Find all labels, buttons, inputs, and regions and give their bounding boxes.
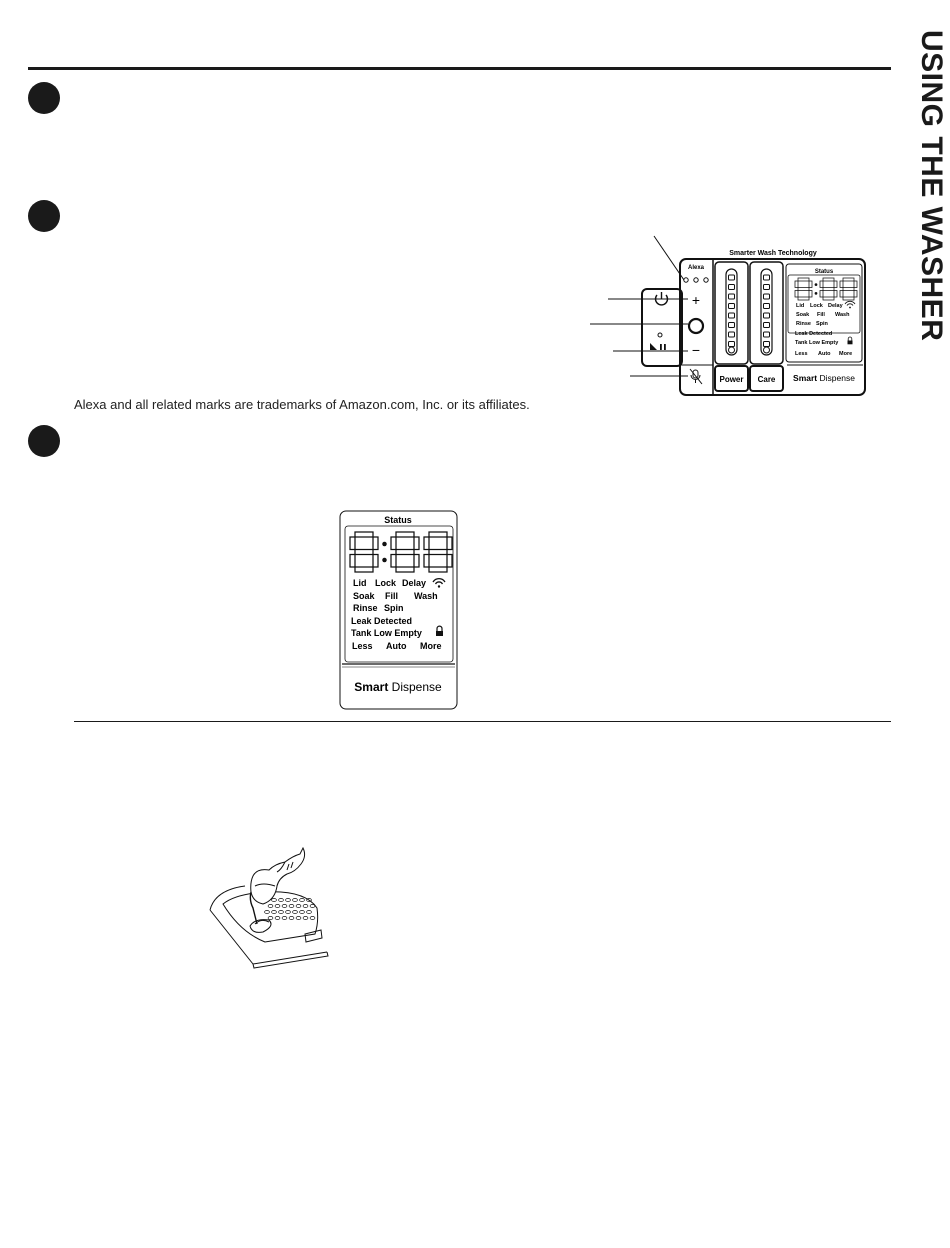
mini-delay-label: Delay [828, 303, 843, 309]
drum-hole [272, 898, 277, 901]
mini-seven-segment-display [795, 278, 857, 300]
digit-segment [396, 550, 414, 555]
tank-low-empty-label: Tank Low Empty [351, 628, 422, 638]
drum-hole [303, 916, 308, 919]
digit-segment [429, 550, 447, 555]
section-divider [74, 721, 891, 722]
digit-segment [447, 555, 452, 568]
slider-level-mark [729, 304, 735, 309]
mini-status-title: Status [814, 269, 834, 275]
slider-level-mark [764, 342, 770, 347]
drum-hole [293, 898, 298, 901]
care-button-label: Care [757, 375, 776, 384]
mini-lock-label: Lock [810, 303, 823, 309]
digit-segment [373, 537, 378, 550]
drum-hole [307, 910, 312, 913]
power-slider-ticks [729, 275, 735, 353]
mini-soak-label: Soak [796, 312, 810, 318]
auto-label: Auto [386, 641, 407, 651]
wifi-icon [845, 301, 855, 308]
digit-segment [798, 297, 809, 300]
digit-segment [391, 537, 396, 550]
digit-segment [798, 288, 809, 291]
drum-hole [272, 910, 277, 913]
status-title: Status [384, 515, 412, 525]
digit-segment [823, 288, 834, 291]
digit-segment [809, 281, 812, 288]
slider-level-mark [764, 294, 770, 299]
wifi-icon [433, 579, 445, 588]
slider-level-mark [764, 323, 770, 328]
digit-segment [429, 567, 447, 572]
digit-segment [854, 281, 857, 288]
digit-segment [350, 555, 355, 568]
digit-segment [834, 281, 837, 288]
digit-segment [854, 291, 857, 298]
slider-end-mark [764, 347, 770, 353]
panel-header: Smarter Wash Technology [729, 250, 817, 257]
digit-segment [820, 281, 823, 288]
alexa-ring-icon [689, 319, 703, 333]
fill-label: Fill [385, 591, 398, 601]
drum-hole [310, 916, 315, 919]
power-button-label: Power [719, 375, 744, 384]
digit-segment [424, 537, 429, 550]
drum-hole [282, 916, 287, 919]
drum-hole [268, 916, 273, 919]
delay-label: Delay [402, 578, 427, 588]
wash-label: Wash [414, 591, 438, 601]
play-indicator-icon [658, 333, 662, 337]
digit-segment [820, 291, 823, 298]
slider-level-mark [729, 275, 735, 280]
more-label: More [420, 641, 442, 651]
digit-segment [795, 281, 798, 288]
mini-leak-detected-label: Leak Detected [795, 331, 833, 337]
digit-segment [429, 532, 447, 537]
step-bullet-1 [28, 82, 60, 114]
digit-segment [355, 567, 373, 572]
digit-segment [414, 537, 419, 550]
digit-segment [391, 555, 396, 568]
alexa-label: Alexa [687, 265, 705, 271]
drum-hole [310, 904, 315, 907]
mini-lid-label: Lid [796, 303, 805, 309]
digit-segment [823, 278, 834, 281]
trademark-note: Alexa and all related marks are trademarks of Amazon.com, Inc. or its affiliates. [74, 397, 530, 412]
digit-segment [424, 555, 429, 568]
drum-hole [282, 904, 287, 907]
mic-off-icon [690, 369, 702, 384]
minus-label: − [691, 342, 701, 358]
drum-hole [286, 898, 291, 901]
digit-segment [396, 567, 414, 572]
alexa-light-icon [704, 278, 708, 282]
digit-segment [350, 537, 355, 550]
alexa-light-icon [694, 278, 698, 282]
drum-hole [289, 904, 294, 907]
digit-segment [823, 297, 834, 300]
drum-hole [289, 916, 294, 919]
drum-hole [300, 910, 305, 913]
mini-spin-label: Spin [816, 321, 828, 327]
pouring-cup-illustration [250, 848, 304, 924]
rinse-label: Rinse [353, 603, 378, 613]
slider-level-mark [729, 323, 735, 328]
slider-level-mark [729, 294, 735, 299]
digit-segment [447, 537, 452, 550]
slider-level-mark [764, 332, 770, 337]
drum-hole [286, 910, 291, 913]
colon-dot [815, 292, 818, 295]
mini-tank-low-empty-label: Tank Low Empty [795, 340, 839, 346]
digit-segment [840, 291, 843, 298]
mini-rinse-label: Rinse [796, 321, 811, 327]
smart-dispense-label: Smart Dispense [354, 680, 442, 694]
slider-level-mark [764, 285, 770, 290]
drum-hole [303, 904, 308, 907]
lock-icon [436, 626, 443, 636]
care-slider-ticks [764, 275, 770, 353]
top-rule [28, 67, 891, 70]
plus-label: + [691, 292, 701, 308]
leak-detected-label: Leak Detected [351, 616, 413, 626]
digit-segment [843, 288, 854, 291]
section-title: USING THE WASHER [915, 30, 948, 342]
drum-hole [296, 904, 301, 907]
detergent-pouring-illustration [205, 842, 330, 970]
mini-more-label: More [839, 351, 853, 357]
lock-icon [848, 337, 853, 344]
play-pause-icon [650, 343, 666, 350]
mini-smart-dispense-label: Smart Dispense [793, 373, 855, 383]
digit-segment [373, 555, 378, 568]
drum-hole [293, 910, 298, 913]
control-panel-diagram [580, 228, 880, 400]
status-display [338, 510, 460, 712]
digit-segment [355, 532, 373, 537]
digit-segment [798, 278, 809, 281]
digit-segment [843, 297, 854, 300]
digit-segment [809, 291, 812, 298]
slider-level-mark [729, 332, 735, 337]
slider-level-mark [764, 275, 770, 280]
alexa-light-icon [684, 278, 688, 282]
spin-label: Spin [384, 603, 404, 613]
digit-segment [355, 550, 373, 555]
lid-label: Lid [353, 578, 367, 588]
mini-wash-label: Wash [835, 312, 850, 318]
mini-fill-label: Fill [817, 312, 825, 318]
seven-segment-display [350, 532, 452, 572]
care-slider-track [761, 269, 772, 355]
drum-hole [275, 916, 280, 919]
drum-holes [265, 898, 315, 919]
less-label: Less [352, 641, 373, 651]
digit-segment [840, 281, 843, 288]
step-bullet-3 [28, 425, 60, 457]
colon-dot [382, 542, 387, 547]
drum-hole [296, 916, 301, 919]
power-icon [656, 292, 668, 305]
digit-segment [843, 278, 854, 281]
slider-level-mark [764, 313, 770, 318]
slider-end-mark [729, 347, 735, 353]
mini-auto-label: Auto [818, 351, 831, 357]
drum-hole [300, 898, 305, 901]
step-bullet-2 [28, 200, 60, 232]
power-slider-track [726, 269, 737, 355]
colon-dot [815, 283, 818, 286]
digit-segment [795, 291, 798, 298]
drum-hole [279, 910, 284, 913]
slider-level-mark [764, 304, 770, 309]
slider-level-mark [729, 342, 735, 347]
lock-label: Lock [375, 578, 397, 588]
digit-segment [834, 291, 837, 298]
slider-level-mark [729, 313, 735, 318]
button-cluster-outline [642, 289, 682, 366]
soak-label: Soak [353, 591, 375, 601]
drum-hole [268, 904, 273, 907]
digit-segment [414, 555, 419, 568]
mini-less-label: Less [795, 351, 808, 357]
drum-hole [265, 910, 270, 913]
colon-dot [382, 558, 387, 563]
slider-level-mark [729, 285, 735, 290]
drum-hole [275, 904, 280, 907]
digit-segment [396, 532, 414, 537]
drum-hole [279, 898, 284, 901]
